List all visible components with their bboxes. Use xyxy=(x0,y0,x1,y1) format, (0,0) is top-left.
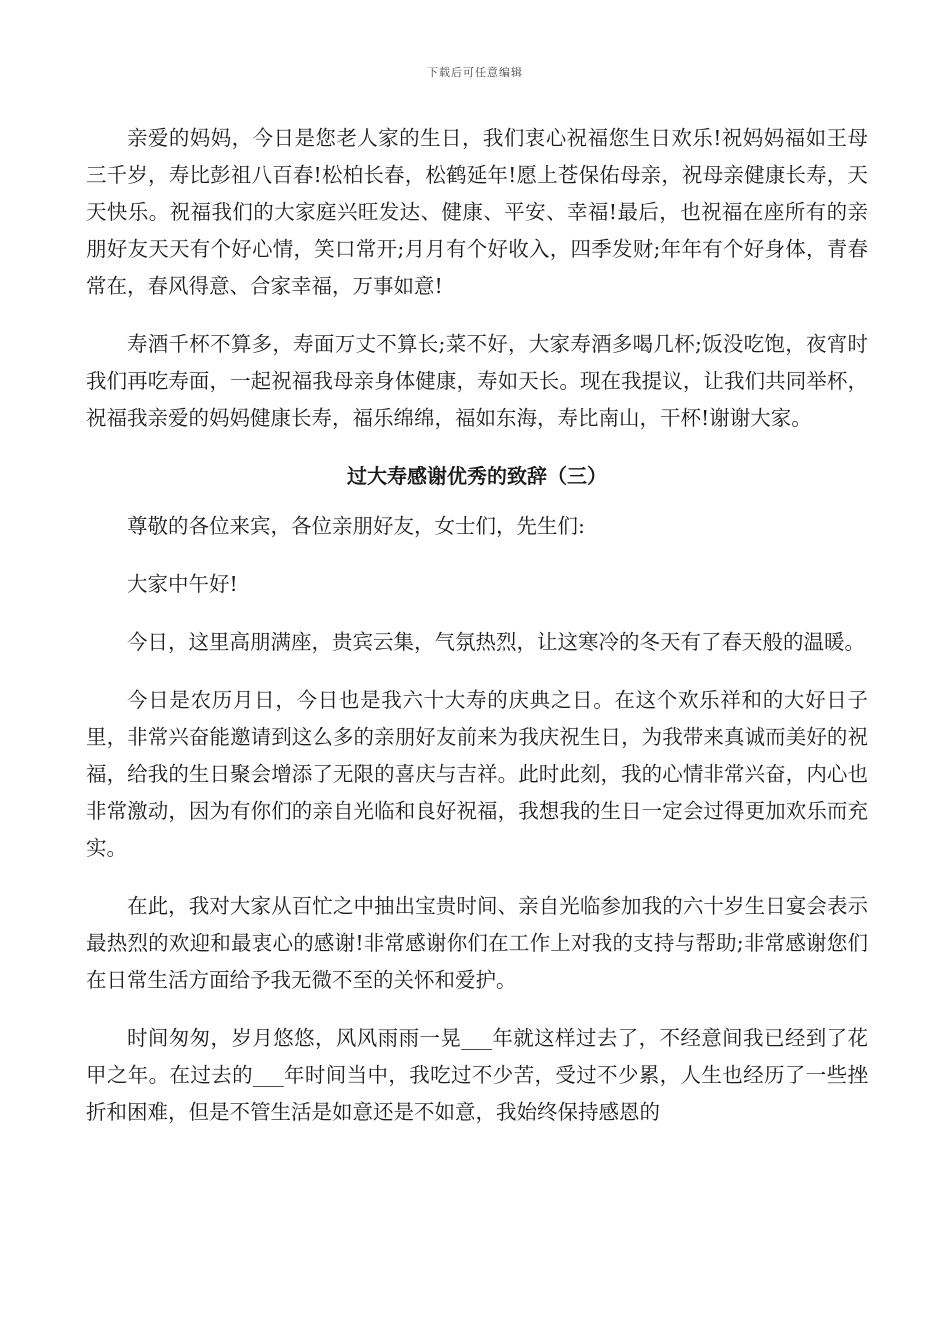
paragraph-time-passes: 时间匆匆，岁月悠悠，风风雨雨一晃___年就这样过去了，不经意间我已经到了花甲之年。在过去的___年时间当中，我吃过不少苦，受过不少累，人生也经历了一些挫折和困难，但是不管生活是如意还是不如意，我始终保持感恩的 xyxy=(86,1026,868,1124)
header-note: 下载后可任意编辑 xyxy=(427,66,523,79)
section-title: 过大寿感谢优秀的致辞（三） xyxy=(347,464,607,488)
paragraph-birthday-wishes: 亲爱的妈妈，今日是您老人家的生日，我们衷心祝福您生日欢乐!祝妈妈福如王母三千岁，寿比彭祖八百春!松柏长春，松鹤延年!愿上苍保佑母亲，祝母亲健康长寿，天天快乐。祝福我们的大家庭兴旺发达、健康、平安、幸福!最后，也祝福在座所有的亲朋好友天天有个好心情，笑口常开;月月有个好收入，四季发财;年年有个好身体，青春常在，春风得意、合家幸福，万事如意! xyxy=(86,126,868,298)
paragraph-greeting: 大家中午好! xyxy=(127,572,238,596)
paragraph-celebration: 今日是农历月日，今日也是我六十大寿的庆典之日。在这个欢乐祥和的大好日子里，非常兴奋能邀请到这么多的亲朋好友前来为我庆祝生日，为我带来真诚而美好的祝福，给我的生日聚会增添了无限的喜庆与吉祥。此时此刻，我的心情非常兴奋，内心也非常激动，因为有你们的亲自光临和良好祝福，我想我的生日一定会过得更加欢乐而充实。 xyxy=(86,688,868,860)
paragraph-greeting-address: 尊敬的各位来宾，各位亲朋好友，女士们，先生们: xyxy=(127,514,585,538)
paragraph-toast: 寿酒千杯不算多，寿面万丈不算长;菜不好，大家寿酒多喝几杯;饭没吃饱，夜宵时我们再吃寿面，一起祝福我母亲身体健康，寿如天长。现在我提议，让我们共同举杯，祝福我亲爱的妈妈健康长寿，福乐绵绵，福如东海，寿比南山，干杯!谢谢大家。 xyxy=(86,332,868,430)
paragraph-atmosphere: 今日，这里高朋满座，贵宾云集，气氛热烈，让这寒冷的冬天有了春天般的温暖。 xyxy=(127,630,865,654)
paragraph-thanks: 在此，我对大家从百忙之中抽出宝贵时间、亲自光临参加我的六十岁生日宴会表示最热烈的欢迎和最衷心的感谢!非常感谢你们在工作上对我的支持与帮助;非常感谢您们在日常生活方面给予我无微不至的关怀和爱护。 xyxy=(86,894,868,992)
document-body xyxy=(86,120,868,1152)
